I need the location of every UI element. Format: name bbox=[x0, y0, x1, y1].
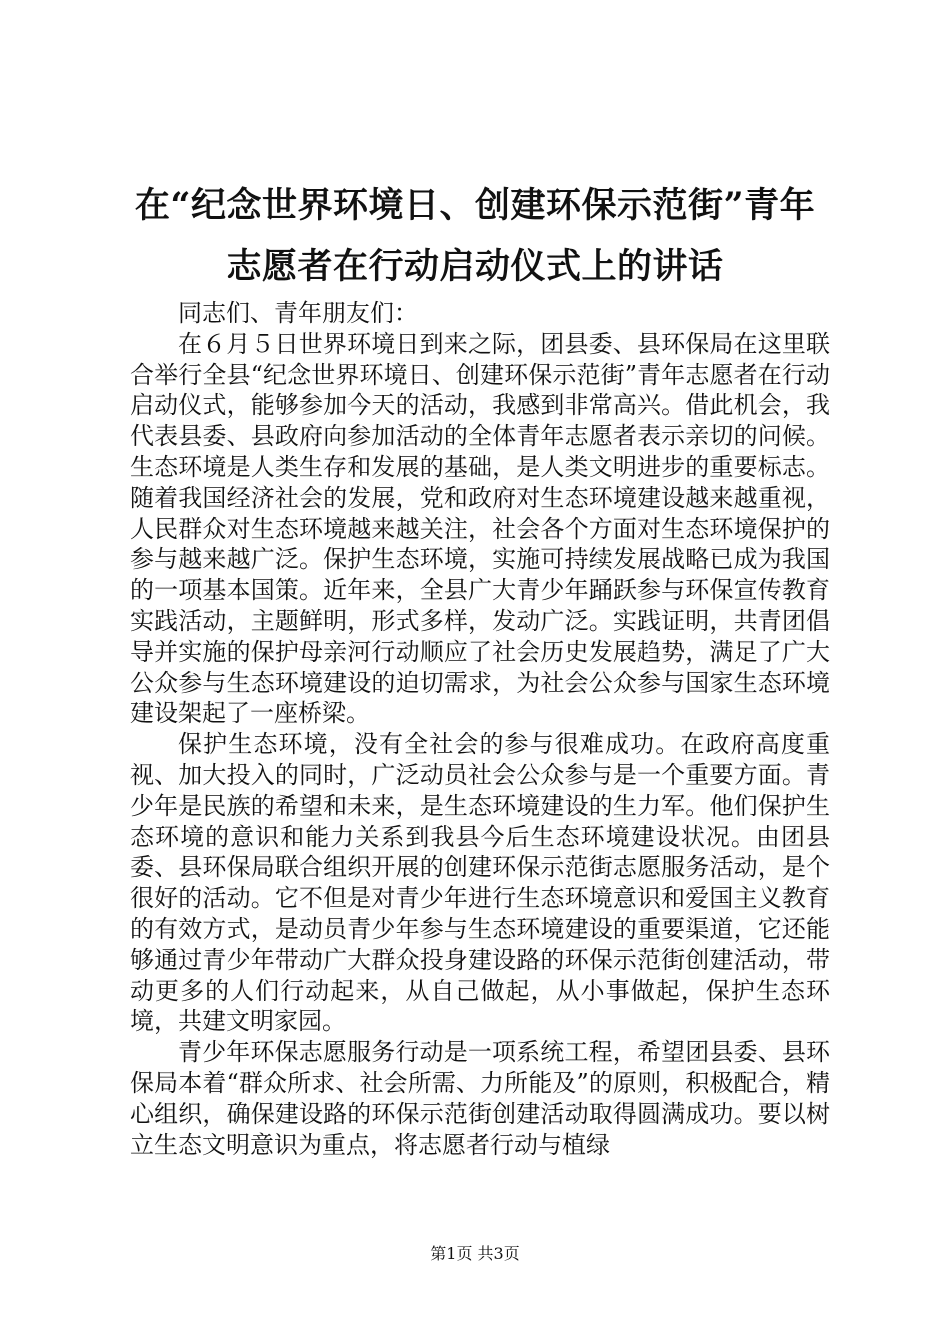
document-body bbox=[130, 298, 830, 1160]
document-title-line-2: 志愿者在行动启动仪式上的讲话 bbox=[226, 246, 724, 287]
document-title-line-1: 在“纪念世界环境日、创建环保示范街”青年 bbox=[134, 185, 816, 226]
paragraph-2: 保护生态环境，没有全社会的参与很难成功。在政府高度重视、加大投入的同时，广泛动员社会公众参与是一个重要方面。青少年是民族的希望和未来，是生态环境建设的生力军。他们保护生态环境的意识和能力关系到我县今后生态环境建设状况。由团县委、县环保局联合组织开展的创建环保示范街志愿服务活动，是个很好的活动。它不但是对青少年进行生态环境意识和爱国主义教育的有效方式，是动员青少年参与生态环境建设的重要渠道，它还能够通过青少年带动广大群众投身建设路的环保示范街创建活动，带动更多的人们行动起来，从自己做起，从小事做起，保护生态环境，共建文明家园。 bbox=[130, 730, 830, 1036]
paragraph-3: 青少年环保志愿服务行动是一项系统工程，希望团县委、县环保局本着“群众所求、社会所需、力所能及”的原则，积极配合，精心组织，确保建设路的环保示范街创建活动取得圆满成功。要以树立生态文明意识为重点，将志愿者行动与植绿 bbox=[130, 1038, 830, 1159]
page-footer bbox=[0, 1244, 950, 1264]
paragraph-1: 在６月５日世界环境日到来之际，团县委、县环保局在这里联合举行全县“纪念世界环境日、创建环保示范街”青年志愿者在行动启动仪式，能够参加今天的活动，我感到非常高兴。借此机会，我代表县委、县政府向参加活动的全体青年志愿者表示亲切的问候。生态环境是人类生存和发展的基础，是人类文明进步的重要标志。随着我国经济社会的发展，党和政府对生态环境建设越来越重视，人民群众对生态环境越来越关注，社会各个方面对生态环境保护的参与越来越广泛。保护生态环境，实施可持续发展战略已成为我国的一项基本国策。近年来，全县广大青少年踊跃参与环保宣传教育实践活动，主题鲜明，形式多样，发动广泛。实践证明，共青团倡导并实施的保护母亲河行动顺应了社会历史发展趋势，满足了广大公众参与生态环境建设的迫切需求，为社会公众参与国家生态环境建设架起了一座桥梁。 bbox=[130, 329, 830, 728]
page-number: 第1页 共3页 bbox=[430, 1244, 520, 1263]
salutation: 同志们、青年朋友们： bbox=[178, 299, 418, 327]
